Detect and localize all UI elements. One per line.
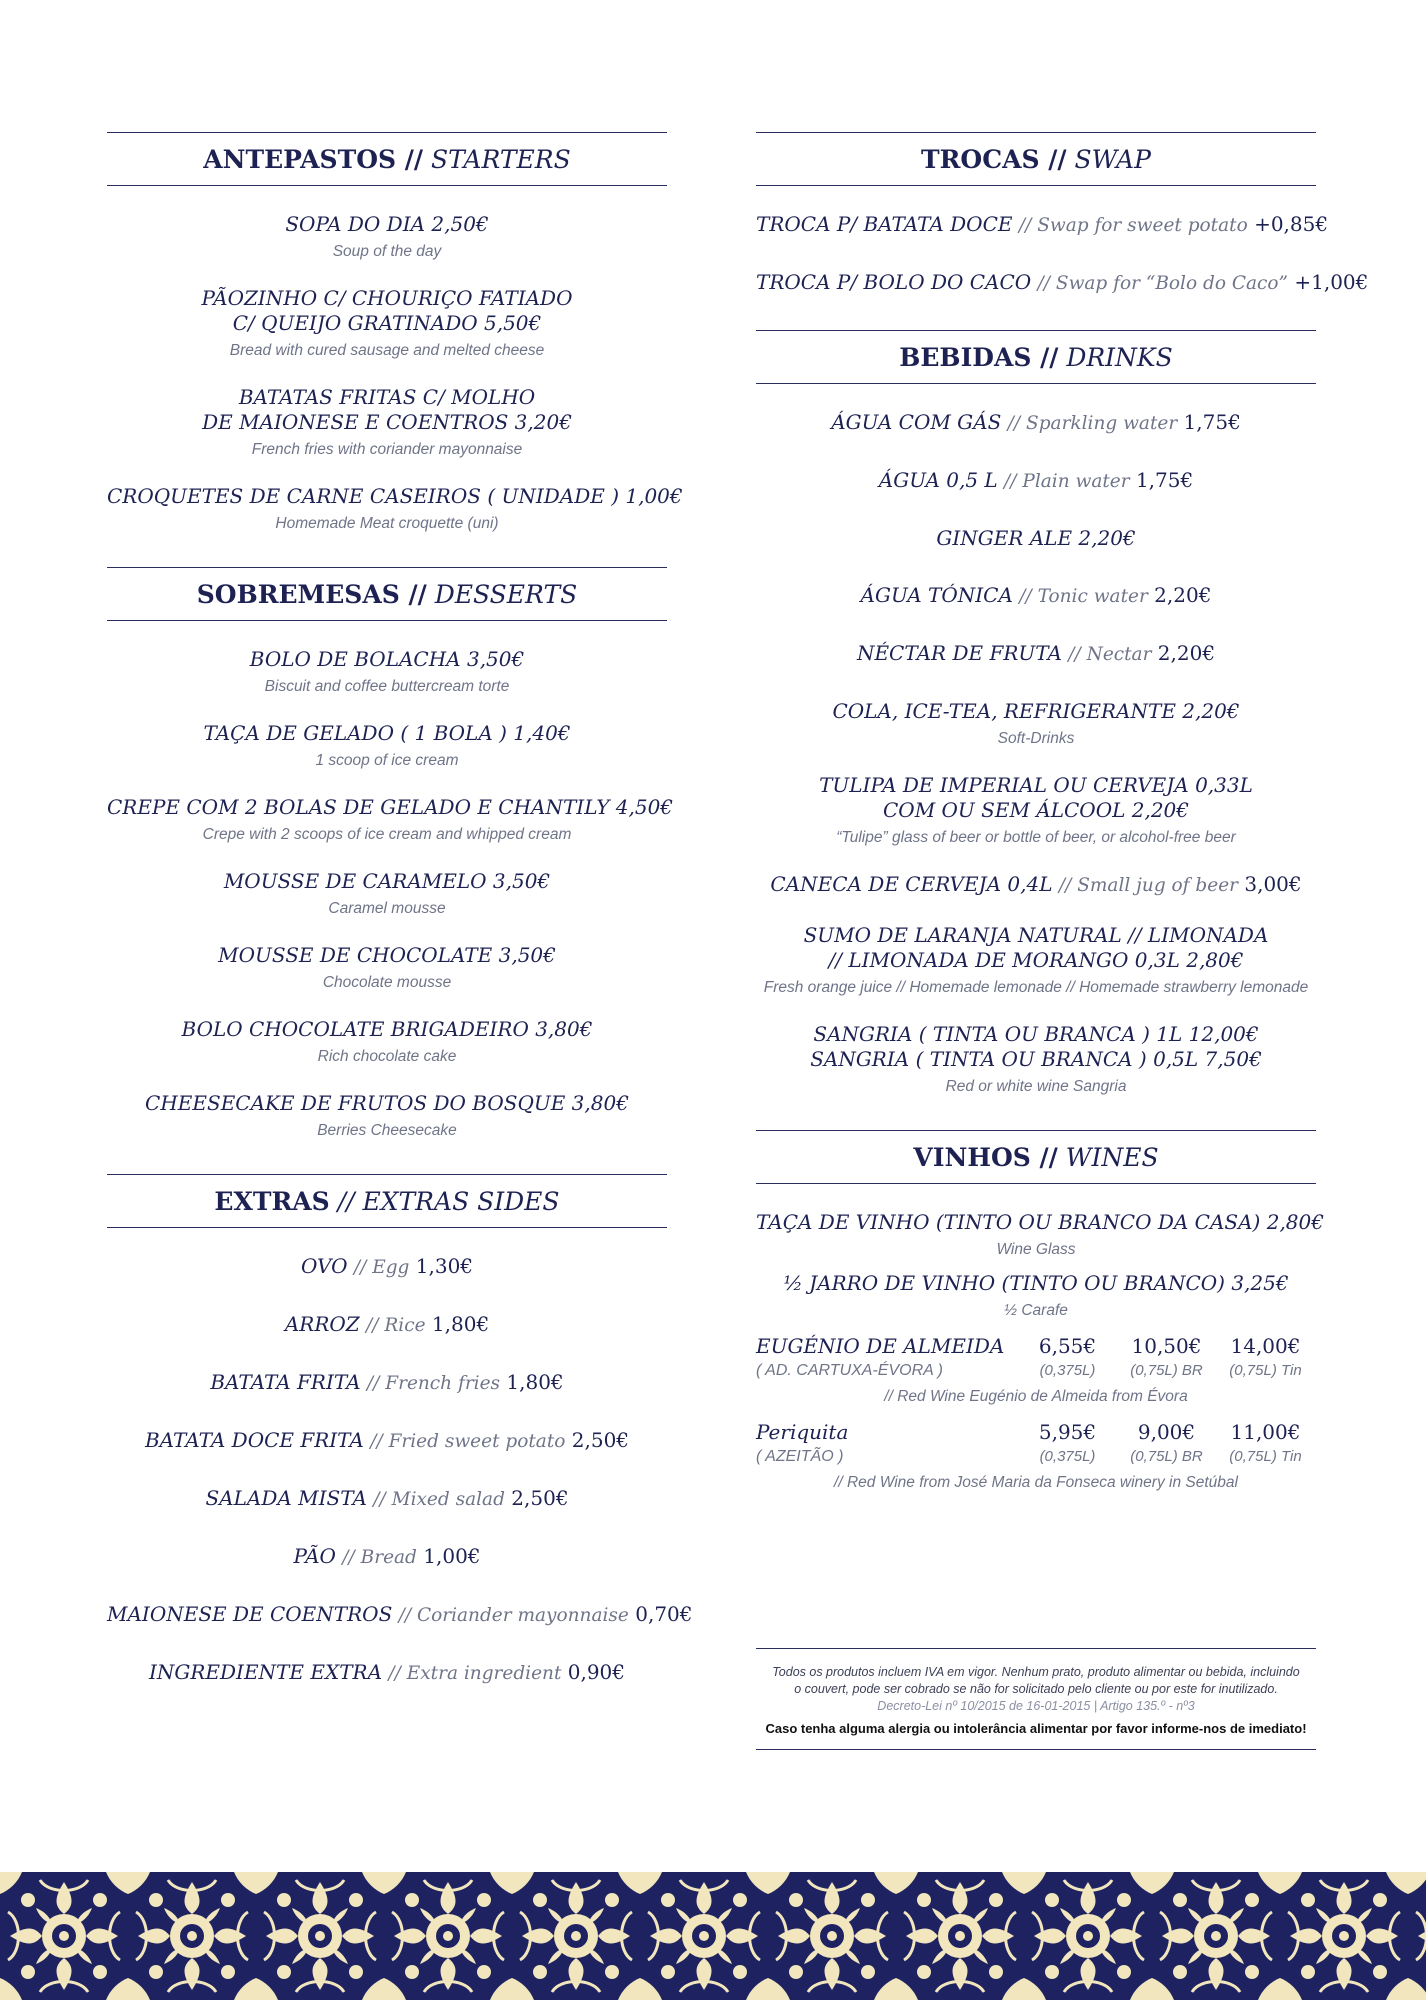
item-name-en: // Small jug of beer [1058, 875, 1238, 896]
section-title-pt: ANTEPASTOS // [203, 144, 424, 174]
wine-bottle [756, 1334, 1316, 1406]
item-name: TROCA P/ BATATA DOCE [756, 212, 1013, 236]
item-name: C/ QUEIJO GRATINADO 5,50€ [232, 311, 542, 335]
item-name-en: // Tonic water [1019, 586, 1148, 607]
item-description: Bread with cured sausage and melted cheese [229, 342, 545, 359]
item-name: BOLO DE BOLACHA 3,50€ [249, 647, 525, 671]
menu-item [756, 1210, 1324, 1259]
item-name: SANGRIA ( TINTA OU BRANCA ) 0,5L 7,50€ [810, 1047, 1262, 1071]
legal-text: o couvert, pode ser cobrado se não for solicitado pelo cliente ou por este for inutilizado. [794, 1682, 1278, 1696]
section-title-pt: TROCAS // [921, 144, 1067, 174]
section-title-en: DESSERTS [434, 579, 578, 609]
menu-item [756, 641, 1316, 667]
item-name: MAIONESE DE COENTROS [107, 1602, 393, 1626]
menu-item [107, 795, 674, 844]
menu-item [107, 1017, 667, 1066]
section-title-pt: EXTRAS [214, 1186, 330, 1216]
section-title-en: STARTERS [430, 144, 571, 174]
item-name: ÁGUA 0,5 L [878, 468, 998, 492]
menu-item [107, 647, 667, 696]
item-description: Red or white wine Sangria [945, 1078, 1127, 1095]
menu-item [107, 721, 667, 770]
item-name: INGREDIENTE EXTRA [148, 1660, 383, 1684]
menu-item [107, 943, 667, 992]
menu-item [107, 385, 667, 459]
section-desserts [107, 567, 674, 1174]
item-name: CREPE COM 2 BOLAS DE GELADO E CHANTILY 4,50€ [107, 795, 674, 819]
item-price: 1,75€ [1135, 468, 1194, 492]
menu-item [107, 1660, 667, 1686]
menu-item [107, 869, 667, 918]
item-name: BATATA DOCE FRITA [144, 1428, 364, 1452]
wine-price: 9,00€ [1137, 1420, 1196, 1444]
wine-name: Periquita [756, 1420, 849, 1444]
allergy-notice: Caso tenha alguma alergia ou intolerância alimentar por favor informe-nos de imediato! [765, 1721, 1307, 1736]
item-name-en: // Fried sweet potato [370, 1431, 566, 1452]
menu-item [107, 484, 683, 533]
menu-item [756, 923, 1316, 997]
item-name: PÃOZINHO C/ CHOURIÇO FATIADO [201, 286, 573, 310]
item-name: BATATAS FRITAS C/ MOLHO [238, 385, 536, 409]
item-description: Soup of the day [332, 243, 442, 260]
item-name: TULIPA DE IMPERIAL OU CERVEJA 0,33L [819, 773, 1253, 797]
menu-item [107, 1602, 693, 1628]
section-title-pt: BEBIDAS // [899, 342, 1059, 372]
menu-item [756, 1271, 1316, 1320]
item-price: 2,20€ [1154, 583, 1212, 607]
item-name: OVO [300, 1254, 348, 1278]
item-description: Chocolate mousse [322, 974, 452, 991]
item-description: Wine Glass [996, 1241, 1076, 1258]
wine-region: ( AZEITÃO ) [756, 1448, 844, 1465]
section-drinks [756, 330, 1316, 1130]
item-price: 2,20€ [1157, 641, 1216, 665]
item-name: ARROZ [284, 1312, 360, 1336]
item-price: 0,90€ [567, 1660, 626, 1684]
item-name: ÁGUA COM GÁS [831, 410, 1002, 434]
item-name-en: // Coriander mayonnaise [398, 1605, 629, 1626]
section-title-en: SWAP [1074, 144, 1151, 174]
wine-size: (0,75L) BR [1130, 1362, 1203, 1379]
item-name-en: // Bread [342, 1547, 417, 1568]
menu-item [756, 270, 1369, 296]
item-name-en: // Egg [353, 1257, 410, 1278]
wine-description: // Red Wine from José Maria da Fonseca winery in Setúbal [834, 1474, 1238, 1491]
section-header-drinks [756, 330, 1316, 384]
item-name: SANGRIA ( TINTA OU BRANCA ) 1L 12,00€ [813, 1022, 1259, 1046]
item-name: ÁGUA TÓNICA [860, 583, 1013, 607]
item-description: “Tulipe” glass of beer or bottle of beer, or alcohol-free beer [836, 829, 1236, 846]
section-header-swaps [756, 132, 1316, 186]
item-name: DE MAIONESE E COENTROS 3,20€ [202, 410, 572, 434]
item-name-en: // Extra ingredient [388, 1663, 562, 1684]
item-name: BATATA FRITA [210, 1370, 361, 1394]
item-name: TAÇA DE VINHO (TINTO OU BRANCO DA CASA) 2,80€ [756, 1210, 1324, 1234]
item-name: TROCA P/ BOLO DO CACO [756, 270, 1032, 294]
item-name: GINGER ALE 2,20€ [936, 526, 1136, 550]
menu-item [107, 1486, 667, 1512]
section-header-starters [107, 132, 667, 186]
section-header-extras [107, 1174, 667, 1228]
item-name-en: // Swap for “Bolo do Caco” [1037, 273, 1288, 294]
menu-item [107, 1312, 667, 1338]
wine-price: 14,00€ [1230, 1334, 1301, 1358]
section-starters [107, 132, 683, 567]
item-price: 1,30€ [415, 1254, 474, 1278]
wine-description: // Red Wine Eugénio de Almeida from Évora [884, 1388, 1188, 1405]
item-price: 2,50€ [511, 1486, 569, 1510]
menu-item [756, 773, 1316, 847]
menu-item [107, 1544, 667, 1570]
section-title-en: DRINKS [1066, 342, 1173, 372]
wine-price: 11,00€ [1230, 1420, 1301, 1444]
legal-notice [756, 1648, 1316, 1750]
item-name-en: // Swap for sweet potato [1018, 215, 1248, 236]
menu-item [756, 583, 1316, 609]
item-description: Biscuit and coffee buttercream torte [264, 678, 510, 695]
item-description: Rich chocolate cake [317, 1048, 457, 1065]
section-header-desserts [107, 567, 667, 621]
legal-reference: Decreto-Lei nº 10/2015 de 16-01-2015 | Artigo 135.º - nº3 [877, 1699, 1195, 1713]
item-name: NÉCTAR DE FRUTA [856, 641, 1062, 665]
item-name-en: // Rice [366, 1315, 426, 1336]
item-price: 1,80€ [431, 1312, 490, 1336]
item-name: BOLO CHOCOLATE BRIGADEIRO 3,80€ [181, 1017, 593, 1041]
wine-region: ( AD. CARTUXA-ÉVORA ) [756, 1362, 943, 1379]
wine-size: (0,75L) Tin [1229, 1448, 1302, 1465]
item-name: ½ JARRO DE VINHO (TINTO OU BRANCO) 3,25€ [783, 1271, 1289, 1295]
item-name: // LIMONADA DE MORANGO 0,3L 2,80€ [828, 948, 1244, 972]
menu-item [756, 699, 1316, 748]
menu-item [756, 872, 1316, 898]
item-price: 1,75€ [1183, 410, 1241, 434]
item-name-en: // Sparkling water [1007, 413, 1178, 434]
menu-item [107, 212, 667, 261]
item-name: SUMO DE LARANJA NATURAL // LIMONADA [803, 923, 1269, 947]
item-name-en: // Plain water [1004, 471, 1130, 492]
section-title-en: // EXTRAS SIDES [337, 1186, 560, 1216]
menu-item [756, 1022, 1316, 1096]
item-name: CHEESECAKE DE FRUTOS DO BOSQUE 3,80€ [145, 1091, 629, 1115]
item-name: MOUSSE DE CARAMELO 3,50€ [223, 869, 551, 893]
wine-price: 5,95€ [1038, 1420, 1097, 1444]
section-title-pt: SOBREMESAS // [196, 579, 427, 609]
item-price: 0,70€ [635, 1602, 693, 1626]
item-price: 3,00€ [1244, 872, 1302, 896]
item-description: 1 scoop of ice cream [315, 752, 459, 769]
menu-item [756, 526, 1316, 551]
item-description: Fresh orange juice // Homemade lemonade // Homemade strawberry lemonade [763, 979, 1309, 996]
item-name: SOPA DO DIA 2,50€ [285, 212, 489, 236]
menu-item [107, 1370, 667, 1396]
menu-item [756, 410, 1316, 436]
item-name-en: // Mixed salad [373, 1489, 505, 1510]
menu-item [107, 1428, 667, 1454]
item-description: Crepe with 2 scoops of ice cream and whipped cream [202, 826, 572, 843]
item-description: Caramel mousse [328, 900, 446, 917]
section-swaps [756, 132, 1369, 330]
item-price: +0,85€ [1254, 212, 1329, 236]
item-name: TAÇA DE GELADO ( 1 BOLA ) 1,40€ [203, 721, 571, 745]
item-name: COLA, ICE-TEA, REFRIGERANTE 2,20€ [832, 699, 1240, 723]
wine-price: 6,55€ [1038, 1334, 1097, 1358]
left-column [107, 132, 693, 1686]
item-description: French fries with coriander mayonnaise [251, 441, 523, 458]
item-name-en: // Nectar [1068, 644, 1152, 665]
menu-item [756, 212, 1329, 238]
item-description: ½ Carafe [1004, 1302, 1068, 1319]
section-title-en: WINES [1065, 1142, 1159, 1172]
wine-size: (0,375L) [1039, 1448, 1096, 1465]
item-price: 1,00€ [423, 1544, 481, 1568]
item-name: COM OU SEM ÁLCOOL 2,20€ [883, 798, 1189, 822]
item-description: Berries Cheesecake [317, 1122, 457, 1139]
item-name: PÃO [293, 1544, 336, 1568]
wine-size: (0,75L) Tin [1229, 1362, 1302, 1379]
section-title-pt: VINHOS // [913, 1142, 1058, 1172]
section-header-wines [756, 1130, 1316, 1184]
menu-item [107, 1254, 667, 1280]
item-name-en: // French fries [366, 1373, 501, 1394]
right-column [756, 132, 1369, 1492]
item-description: Homemade Meat croquette (uni) [275, 515, 499, 532]
azulejo-tile-border [0, 1872, 1426, 2000]
legal-text: Todos os produtos incluem IVA em vigor. Nenhum prato, produto alimentar ou bebida, incluindo [772, 1665, 1300, 1679]
section-extras [107, 1174, 693, 1686]
azulejo-pattern-icon [0, 1872, 1426, 2000]
menu-item [107, 286, 667, 360]
item-name: CROQUETES DE CARNE CASEIROS ( UNIDADE ) 1,00€ [107, 484, 683, 508]
item-name: SALADA MISTA [205, 1486, 367, 1510]
section-wines [756, 1130, 1324, 1492]
menu-item [756, 468, 1316, 494]
wine-bottle [756, 1420, 1316, 1492]
wine-name: EUGÉNIO DE ALMEIDA [756, 1334, 1005, 1358]
wine-size: (0,375L) [1039, 1362, 1096, 1379]
wine-price: 10,50€ [1131, 1334, 1202, 1358]
item-price: 1,80€ [506, 1370, 564, 1394]
wine-size: (0,75L) BR [1130, 1448, 1203, 1465]
item-price: 2,50€ [571, 1428, 630, 1452]
menu-item [107, 1091, 667, 1140]
item-name: CANECA DE CERVEJA 0,4L [770, 872, 1053, 896]
item-name: MOUSSE DE CHOCOLATE 3,50€ [218, 943, 556, 967]
item-price: +1,00€ [1294, 270, 1369, 294]
item-description: Soft-Drinks [997, 730, 1075, 747]
